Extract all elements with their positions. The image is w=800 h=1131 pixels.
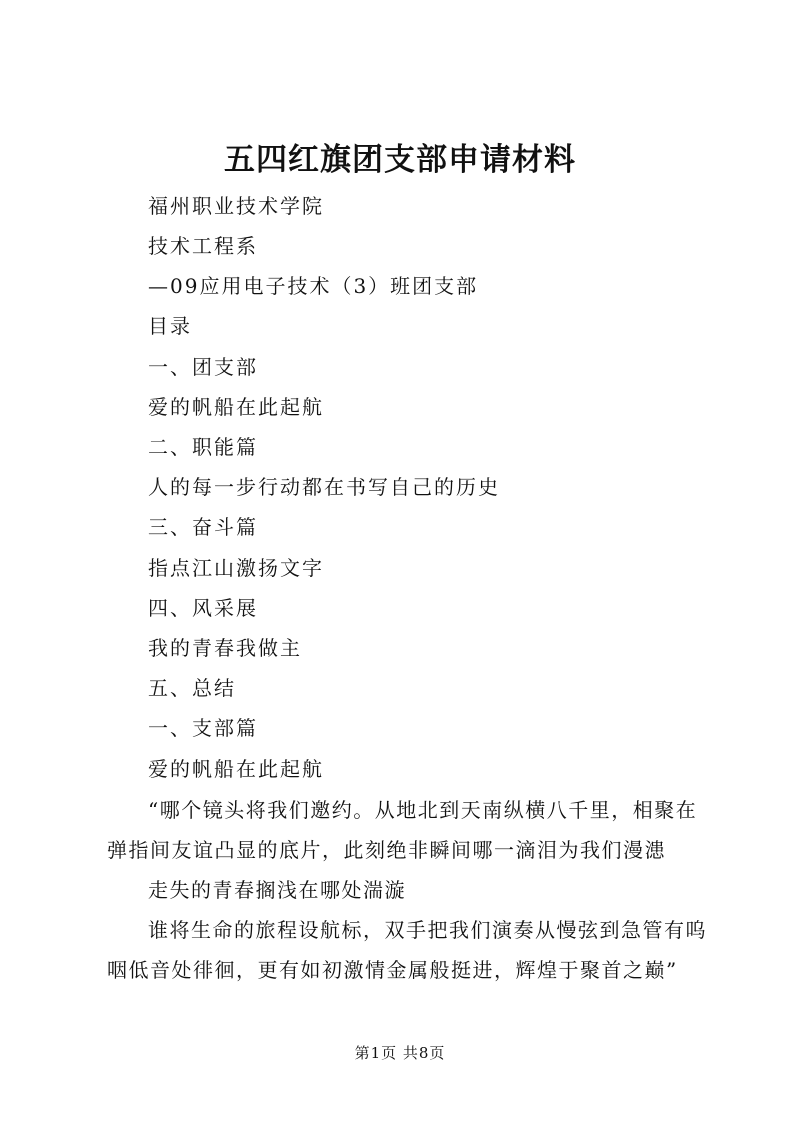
toc-item: 一、团支部 (148, 355, 258, 379)
toc-item: 人的每一步行动都在书写自己的历史 (148, 475, 500, 499)
text-line: 福州职业技术学院 (148, 194, 324, 218)
section-subheading: 爱的帆船在此起航 (148, 757, 324, 781)
toc-item: 爱的帆船在此起航 (148, 395, 324, 419)
text-line: 技术工程系 (148, 234, 258, 258)
toc-item: 四、风采展 (148, 596, 258, 620)
page-footer: 第1页 共8页 (354, 1044, 446, 1062)
toc-item: 我的青春我做主 (148, 636, 302, 660)
document-title: 五四红旗团支部申请材料 (224, 142, 576, 178)
paragraph: 谁将生命的旅程设航标，双手把我们演奏从慢弦到急管有呜咽低音处徘徊，更有如初激情金属般挺进，辉煌于聚首之巅” (107, 918, 707, 982)
toc-item: 五、总结 (148, 676, 236, 700)
toc-heading: 目录 (148, 314, 192, 338)
paragraph: “哪个镜头将我们邀约。从地北到天南纵横八千里，相聚在弹指间友谊凸显的底片，此刻绝非瞬间哪一滴泪为我们漫漶 (107, 798, 698, 862)
toc-item: 指点江山激扬文字 (148, 556, 324, 580)
text-line: —09应用电子技术（3）班团支部 (148, 274, 479, 298)
section-heading: 一、支部篇 (148, 716, 258, 740)
paragraph: 走失的青春搁浅在哪处湍漩 (148, 878, 406, 902)
toc-item: 二、职能篇 (148, 435, 258, 459)
toc-item: 三、奋斗篇 (148, 515, 258, 539)
